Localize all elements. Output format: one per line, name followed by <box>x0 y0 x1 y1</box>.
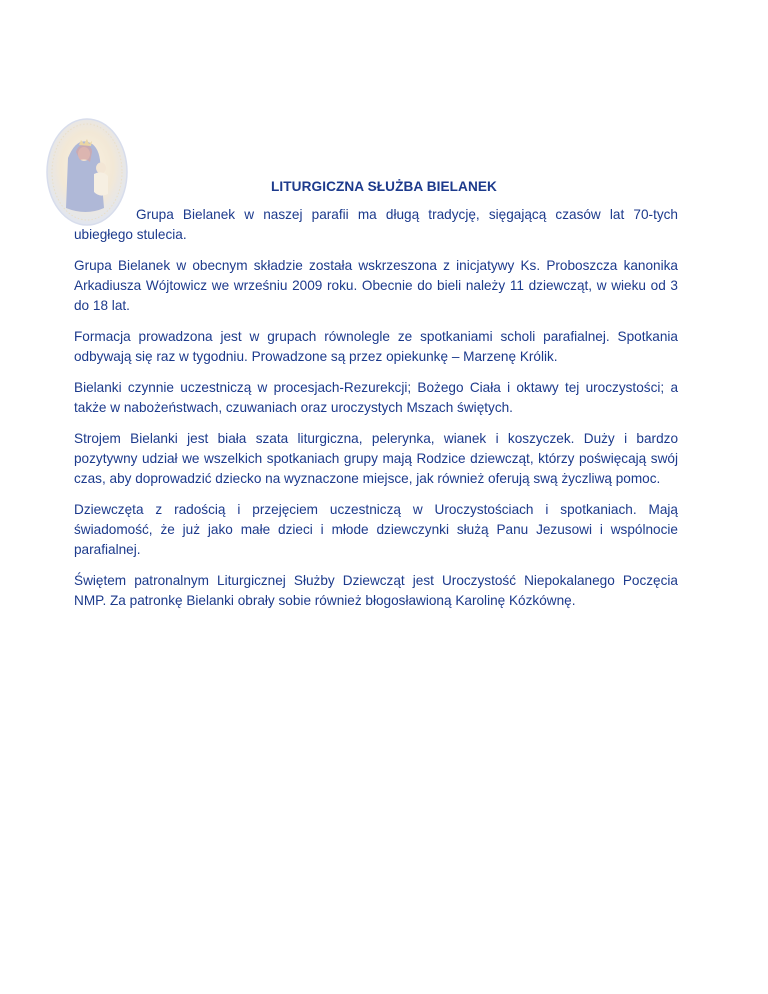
paragraph-attire: Strojem Bielanki jest biała szata liturgiczna, pelerynka, wianek i koszyczek. Duży i bardzo pozytywny udział we wszelkich spotkaniach grupy mają Rodzice dziewcząt, którzy poświęcają swój czas, aby doprowadzić dziecko na wyznaczone miejsce, jak również oferują swą życzliwą pomoc. <box>74 431 678 486</box>
paragraph-revival: Grupa Bielanek w obecnym składzie została wskrzeszona z inicjatywy Ks. Proboszcza kanonika Arkadiusza Wójtowicz we wrześniu 2009 roku. Obecnie do bieli należy 11 dziewcząt, w wieku od 3 do 18 lat. <box>74 258 678 313</box>
document-title: LITURGICZNA SŁUŻBA BIELANEK <box>271 179 497 194</box>
paragraph-patron: Świętem patronalnym Liturgicznej Służby Dziewcząt jest Uroczystość Niepokalanego Poczęcia NMP. Za patronkę Bielanki obrały sobie również błogosławioną Karolinę Kózkównę. <box>74 573 678 608</box>
paragraph-history: Grupa Bielanek w naszej parafii ma długą tradycję, sięgającą czasów lat 70-tych ubiegłego stulecia. <box>74 207 678 242</box>
paragraph-formation: Formacja prowadzona jest w grupach równolegle ze spotkaniami scholi parafialnej. Spotkania odbywają się raz w tygodniu. Prowadzone są przez opiekunkę – Marzenę Królik. <box>74 329 678 364</box>
document-body <box>74 166 678 622</box>
paragraph-participation: Bielanki czynnie uczestniczą w procesjach-Rezurekcji; Bożego Ciała i oktawy tej uroczystości; a także w nabożeństwach, czuwaniach oraz uroczystych Mszach świętych. <box>74 380 678 415</box>
paragraph-awareness: Dziewczęta z radością i przejęciem uczestniczą w Uroczystościach i spotkaniach. Mają świadomość, że już jako małe dzieci i młode dziewczynki służą Panu Jezusowi i wspólnocie parafialnej. <box>74 502 678 557</box>
